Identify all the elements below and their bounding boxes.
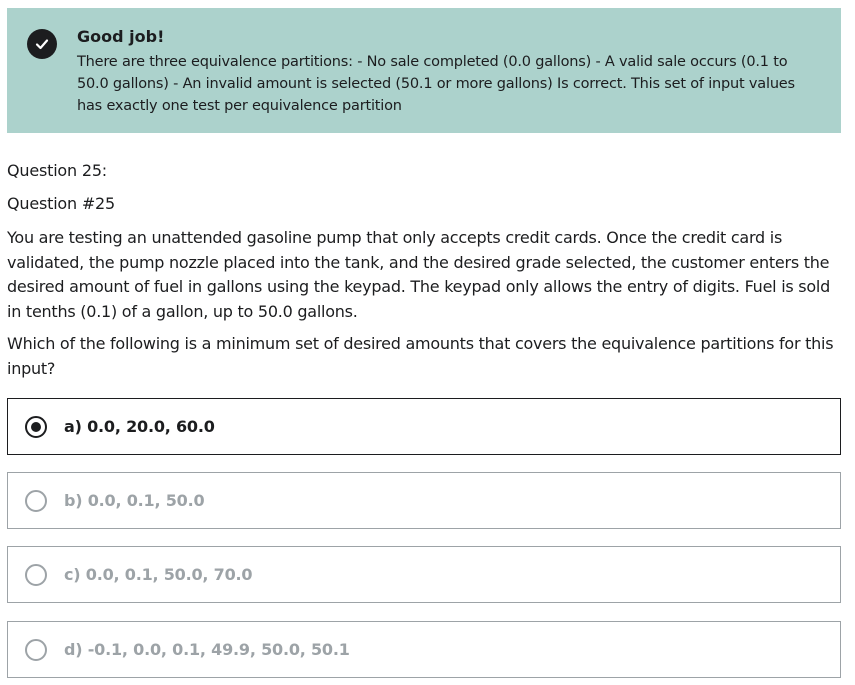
question-number: Question #25 [7, 194, 116, 213]
answer-option-label: a) 0.0, 20.0, 60.0 [64, 417, 215, 436]
answer-option-c[interactable] [7, 546, 841, 603]
question-paragraph: You are testing an unattended gasoline pump that only accepts credit cards. Once the credit card is validated, the pump nozzle placed into the tank, and the desired grade selected, the customer enters the desired amount of fuel in gallons using the keypad. The keypad only allows the entry of digits. Fuel is sold in tenths (0.1) of a gallon, up to 50.0 gallons. [7, 228, 831, 321]
radio-unselected-icon[interactable] [25, 639, 47, 661]
answer-option-d[interactable] [7, 621, 841, 678]
radio-dot [31, 422, 41, 432]
answer-option-label: b) 0.0, 0.1, 50.0 [64, 491, 205, 510]
radio-unselected-icon[interactable] [25, 564, 47, 586]
check-circle-icon [27, 29, 57, 59]
feedback-banner [7, 8, 841, 133]
question-prompt: Which of the following is a minimum set of desired amounts that covers the equivalence partitions for this input? [7, 334, 834, 378]
checkmark-icon [34, 36, 50, 52]
answer-option-label: d) -0.1, 0.0, 0.1, 49.9, 50.0, 50.1 [64, 640, 350, 659]
feedback-title: Good job! [77, 27, 165, 46]
answer-option-a[interactable] [7, 398, 841, 455]
feedback-explanation: There are three equivalence partitions: - No sale completed (0.0 gallons) - A valid sale occurs (0.1 to 50.0 gallons) - An invalid amount is selected (50.1 or more gallons) Is correct. This set of input values has exactly one test per equivalence partition [77, 54, 795, 114]
answer-option-label: c) 0.0, 0.1, 50.0, 70.0 [64, 565, 253, 584]
radio-selected-icon[interactable] [25, 416, 47, 438]
radio-unselected-icon[interactable] [25, 490, 47, 512]
answer-option-b[interactable] [7, 472, 841, 529]
question-label: Question 25: [7, 161, 107, 180]
